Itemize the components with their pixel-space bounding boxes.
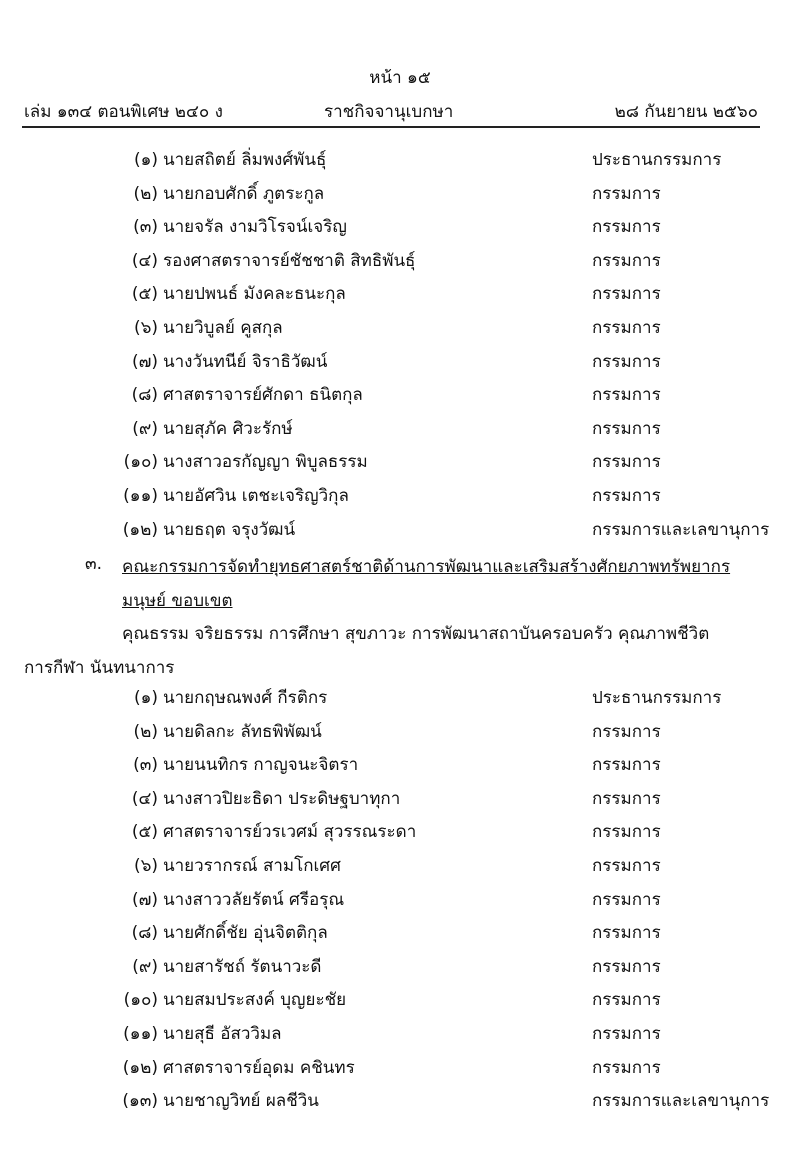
publication-date: ๒๘ กันยายน ๒๕๖๐ [614, 102, 758, 122]
member-row [0, 213, 800, 247]
member-name: นายสมประสงค์ บุญยะชัย [163, 990, 347, 1011]
member-name: รองศาสตราจารย์ชัชชาติ สิทธิพันธุ์ [163, 250, 416, 271]
member-number: (๔) [131, 250, 158, 271]
member-name: นายวิบูลย์ คูสกุล [163, 317, 283, 338]
section-title: คณะกรรมการจัดทำยุทธศาสตร์ชาติด้านการพัฒนาและเสริมสร้างศักยภาพทรัพยากรมนุษย์ ขอบเขต [122, 557, 731, 611]
member-role: กรรมการ [592, 721, 661, 742]
member-role: กรรมการ [592, 418, 661, 439]
member-number: (๒) [133, 721, 158, 742]
member-row [0, 818, 800, 852]
member-number: (๒) [133, 183, 158, 204]
member-name: นายดิลกะ ลัทธพิพัฒน์ [163, 721, 322, 742]
member-row [0, 718, 800, 752]
member-number: (๔) [131, 788, 158, 809]
page-header [24, 98, 758, 126]
member-role: กรรมการ [592, 990, 661, 1011]
member-row [0, 448, 800, 482]
member-number: (๙) [132, 956, 158, 977]
member-name: นายนนทิกร กาญจนะจิตรา [163, 755, 359, 776]
member-row [0, 785, 800, 819]
member-role: กรรมการและเลขานุการ [592, 519, 770, 540]
member-role: กรรมการ [592, 956, 661, 977]
member-role: กรรมการ [592, 183, 661, 204]
member-name: นายสุภัค ศิวะรักษ์ [163, 418, 293, 439]
member-name: ศาสตราจารย์ศักดา ธนิตกุล [163, 385, 363, 406]
member-role: กรรมการ [592, 755, 661, 776]
description-line-1: คุณธรรม จริยธรรม การศึกษา สุขภาวะ การพัฒนาสถาบันครอบครัว คุณภาพชีวิต [122, 624, 710, 644]
member-row [0, 314, 800, 348]
member-row [0, 381, 800, 415]
member-row [0, 886, 800, 920]
member-row [0, 280, 800, 314]
member-row [0, 180, 800, 214]
member-row [0, 684, 800, 718]
header-divider [22, 126, 760, 128]
member-name: นางสาวปิยะธิดา ประดิษฐบาทุกา [163, 788, 401, 809]
member-number: (๘) [131, 923, 158, 944]
member-role: กรรมการ [592, 452, 661, 473]
section-number: ๓. [85, 554, 103, 574]
member-name: นายศักดิ์ชัย อุ่นจิตติกุล [163, 923, 328, 944]
page-number: หน้า ๑๕ [369, 68, 431, 88]
member-number: (๖) [133, 855, 158, 876]
member-number: (๑) [133, 688, 158, 708]
member-row [0, 482, 800, 516]
member-number: (๕) [131, 822, 158, 843]
member-number: (๑๐) [123, 990, 158, 1011]
committee-list-2 [0, 684, 800, 1121]
member-row [0, 415, 800, 449]
member-number: (๓) [133, 217, 158, 238]
member-row [0, 986, 800, 1020]
member-name: นายจรัล งามวิโรจน์เจริญ [163, 217, 347, 238]
member-row [0, 1054, 800, 1088]
member-role: ประธานกรรมการ [592, 688, 722, 708]
member-number: (๑๓) [122, 1091, 158, 1112]
member-row [0, 953, 800, 987]
member-role: กรรมการ [592, 923, 661, 944]
member-name: นางวันทนีย์ จิราธิวัฒน์ [163, 351, 328, 372]
member-name: นายปพนธ์ มังคละธนะกุล [163, 284, 346, 305]
member-row [0, 751, 800, 785]
member-name: ศาสตราจารย์อุดม คชินทร [163, 1057, 355, 1078]
member-row [0, 348, 800, 382]
member-name: นายสถิตย์ ลิ่มพงศ์พันธุ์ [163, 150, 327, 170]
member-number: (๖) [133, 317, 158, 338]
member-number: (๑๑) [123, 1023, 158, 1044]
member-role: กรรมการ [592, 788, 661, 809]
member-row [0, 1087, 800, 1121]
member-role: กรรมการ [592, 1023, 661, 1044]
member-name: นายกฤษณพงศ์ กีรติกร [163, 688, 328, 708]
committee-list-1 [0, 146, 800, 549]
member-name: ศาสตราจารย์วรเวศม์ สุวรรณระดา [163, 822, 417, 843]
member-role: กรรมการ [592, 284, 661, 305]
section-description [24, 617, 760, 685]
member-role: กรรมการ [592, 822, 661, 843]
member-name: นางสาวอรกัญญา พิบูลธรรม [163, 452, 368, 473]
member-name: นางสาววลัยรัตน์ ศรีอรุณ [163, 889, 345, 910]
member-role: กรรมการ [592, 1057, 661, 1078]
member-number: (๑๐) [123, 452, 158, 473]
member-name: นายกอบศักดิ์ ภูตระกูล [163, 183, 325, 204]
member-number: (๑) [133, 150, 158, 170]
member-row [0, 919, 800, 953]
member-number: (๗) [131, 351, 158, 372]
member-row [0, 247, 800, 281]
member-number: (๓) [133, 755, 158, 776]
member-name: นายชาญวิทย์ ผลชีวิน [163, 1091, 319, 1112]
member-role: กรรมการ [592, 351, 661, 372]
member-number: (๑๒) [122, 1057, 158, 1078]
member-row [0, 516, 800, 550]
member-row [0, 852, 800, 886]
member-role: กรรมการ [592, 385, 661, 406]
member-role: กรรมการ [592, 250, 661, 271]
member-name: นายวรากรณ์ สามโกเศศ [163, 855, 341, 876]
member-number: (๕) [131, 284, 158, 305]
member-number: (๗) [131, 889, 158, 910]
member-row [0, 146, 800, 180]
member-number: (๙) [132, 418, 158, 439]
member-role: กรรมการ [592, 317, 661, 338]
member-role: กรรมการ [592, 889, 661, 910]
member-row [0, 1020, 800, 1054]
member-name: นายสุธี อัสววิมล [163, 1023, 282, 1044]
member-number: (๑๑) [123, 485, 158, 506]
description-line-2: การกีฬา นันทนาการ [24, 658, 175, 678]
member-number: (๘) [131, 385, 158, 406]
member-name: นายสารัชถ์ รัตนาวะดี [163, 956, 322, 977]
gazette-name: ราชกิจจานุเบกษา [324, 102, 454, 122]
member-role: ประธานกรรมการ [592, 150, 722, 170]
member-name: นายธฤต จรุงวัฒน์ [163, 519, 296, 540]
member-role: กรรมการ [592, 217, 661, 238]
member-number: (๑๒) [122, 519, 158, 540]
volume-info: เล่ม ๑๓๔ ตอนพิเศษ ๒๔๐ ง [24, 102, 223, 122]
member-role: กรรมการ [592, 855, 661, 876]
member-role: กรรมการ [592, 485, 661, 506]
member-role: กรรมการและเลขานุการ [592, 1091, 770, 1112]
member-name: นายอัศวิน เตชะเจริญวิกุล [163, 485, 349, 506]
